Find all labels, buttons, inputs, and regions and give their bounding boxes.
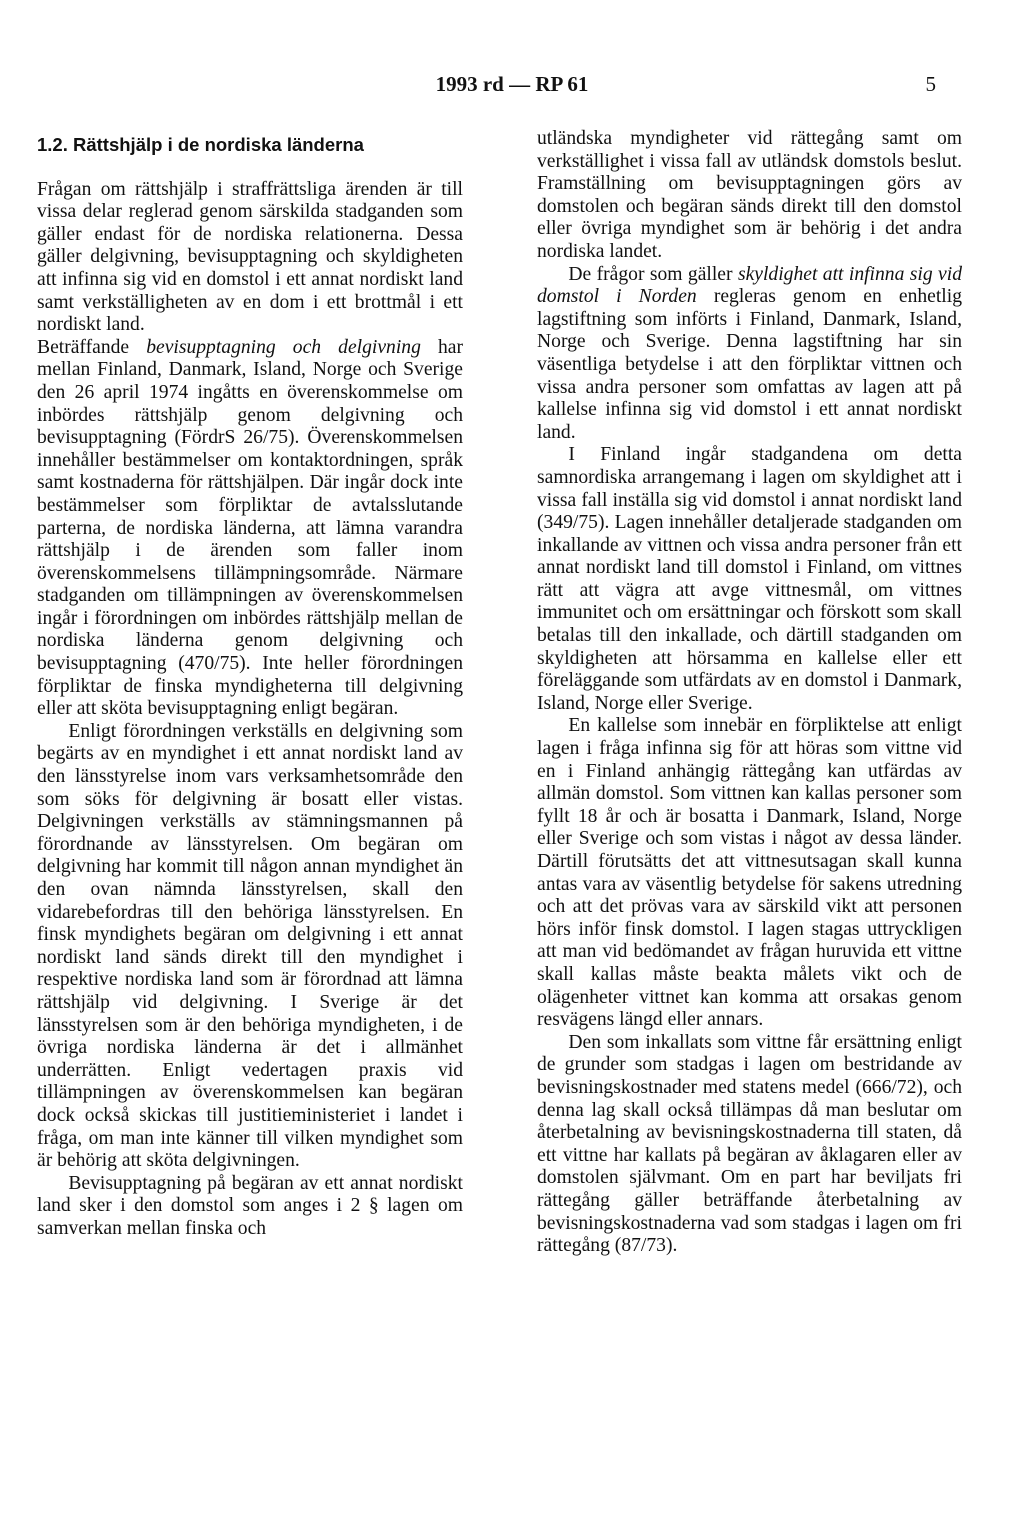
paragraph-evidence-taking: Bevisupptagning på begäran av ett annat nordiskt land sker i den domstol som anges i 2 § lagen om samverkan mellan finska och	[37, 1172, 463, 1239]
paragraph-body-text: har mellan Finland, Danmark, Island, Norge och Sverige den 26 april 1974 ingåtts en överenskommelse om inbördes rättshjälp genom delgivning och bevisupptagning (FördrS 26/75). Överenskommelsen innehåller bestämmelser om kontaktordningen, språk samt kostnaderna för rättshjälpen. Där ingår dock inte bestämmelser som förpliktar de avtalsslutande parterna, de nordiska länderna, att lämna varandra rättshjälp i de ärenden som faller inom överenskommelsens tillämpningsområde. Närmare stadganden om tillämpningen av överenskommelsen ingår i förordningen om inbördes rättshjälp mellan de nordiska länderna genom delgivning och bevisupptagning (470/75). Inte heller förordningen förpliktar de finska myndigheterna till delgivning eller att sköta bevisupptagning enligt begäran.	[37, 336, 463, 720]
italic-term: bevisupptagning och delgivning	[146, 336, 421, 358]
right-column	[537, 128, 962, 1258]
left-column	[37, 128, 463, 1241]
paragraph-continuation: utländska myndigheter vid rättegång samt om verkställighet i vissa fall av utländsk domstols beslut. Framställning om bevisupptagningen görs av domstolen och begäran sänds direkt till den domstol eller övriga myndighet som är behörig i det andra nordiska landet.	[537, 128, 962, 262]
page-header	[0, 72, 1024, 102]
running-header-title: 1993 rd — RP 61	[435, 72, 589, 96]
paragraph-evidence-service	[37, 337, 463, 721]
paragraph-duty-to-appear	[537, 264, 962, 445]
paragraph-service-procedure: Enligt förordningen verkställs en delgivning som begärts av en myndighet i ett annat nordiskt land av den länsstyrelse inom vars verksamhetsområde den som söks för delgivning är bosatt eller vistas. Delgivningen verkställs av stämningsmannen på förordnande av länsstyrelsen. Om begäran om delgivning har kommit till någon annan myndighet än den ovan nämnda länsstyrelsen, skall den vidarebefordras till den behöriga länsstyrelsen. En finsk myndighets begäran om delgivning i ett annat nordiskt land sänds direkt till den myndighet i respektive nordiska land som är förordnad att lämna rättshjälp vid delgivning. I Sverige är det länsstyrelsen som är den behöriga myndigheten, i de övriga nordiska länderna är det i allmänhet underrätten. Enligt vedertagen praxis vid tillämpningen av överenskommelsen kan begäran dock också skickas till justitieministeriet i landet i fråga, om man inte känner till vilken myndighet som är behörig att sköta delgivningen.	[37, 720, 463, 1172]
section-heading: 1.2. Rättshjälp i de nordiska länderna	[37, 134, 364, 155]
paragraph-lead-text: De frågor som gäller	[568, 263, 733, 285]
paragraph-intro: Frågan om rättshjälp i straffrättsliga ärenden är till vissa delar reglerad genom särskilda stadganden som gäller endast för de nordiska relationerna. Dessa gäller delgivning, bevisupptagning och skyldigheten att infinna sig vid en domstol i ett annat nordiskt land samt verkställigheten av en dom i ett brottmål i ett nordiskt land.	[37, 178, 463, 336]
paragraph-lead-text: Beträffande	[37, 336, 130, 358]
paragraph-body-text: regleras genom en enhetlig lagstiftning som införts i Finland, Danmark, Island, Norge och Sverige. Denna lagstiftning har sin väsentliga betydelse i att den förpliktar vittnen och vissa andra personer som omfattas av lagen att på kallelse infinna sig vid domstol i ett annat nordiskt land.	[537, 286, 962, 443]
page-number: 5	[925, 72, 936, 96]
paragraph-summons: En kallelse som innebär en förpliktelse att enligt lagen i fråga infinna sig för att höras som vittne vid en i Finland anhängig rättegång kan utfärdas av allmän domstol. Som vittnen kan kallas personer som fyllt 18 år och är bosatta i Danmark, Island, Norge eller Sverige och som vistas i något av dessa länder. Därtill förutsätts det att vittnesutsagan skall kunna antas vara av väsentlig betydelse för sakens utredning och att det prövas vara av särskild vikt att personen hörs inför finsk domstol. I lagen stagas uttryckligen att man vid bedömandet av frågan huruvida ett vittne skall kallas måste beakta målets vikt och de olägenheter vittnet kan komma att orsakas genom resvägens längd eller annars.	[537, 715, 962, 1031]
italic-term: skyldighet att infinna sig vid domstol i Norden	[537, 263, 962, 308]
paragraph-finland-law: I Finland ingår stadgandena om detta samnordiska arrangemang i lagen om skyldighet att i vissa fall inställa sig vid domstol i annat nordiskt land (349/75). Lagen innehåller detaljerade stadganden om inkallande av vittnen och vissa andra personer från ett annat nordiskt land till domstol i Finland, om vittnes rätt att vägra att avge vittnesmål, om vittnes immunitet och om ersättningar och förskott som skall betalas till den inkallade, och därtill stadganden om skyldigheten att hörsamma en kallelse eller ett föreläggande som utfärdats av en domstol i Danmark, Island, Norge eller Sverige.	[537, 444, 962, 714]
paragraph-compensation: Den som inkallats som vittne får ersättning enligt de grunder som stadgas i lagen om bestridande av bevisningskostnader med statens medel (666/72), och denna lag skall också tillämpas då man beslutar om återbetalning av bevisningskostnaderna till staten, då ett vittne har kallats på begäran av åklagaren eller av domstolen självmant. Om en part har beviljats fri rättegång gäller beträffande återbetalning av bevisningskostnaderna vad som stadgas i lagen om fri rättegång (87/73).	[537, 1031, 962, 1257]
